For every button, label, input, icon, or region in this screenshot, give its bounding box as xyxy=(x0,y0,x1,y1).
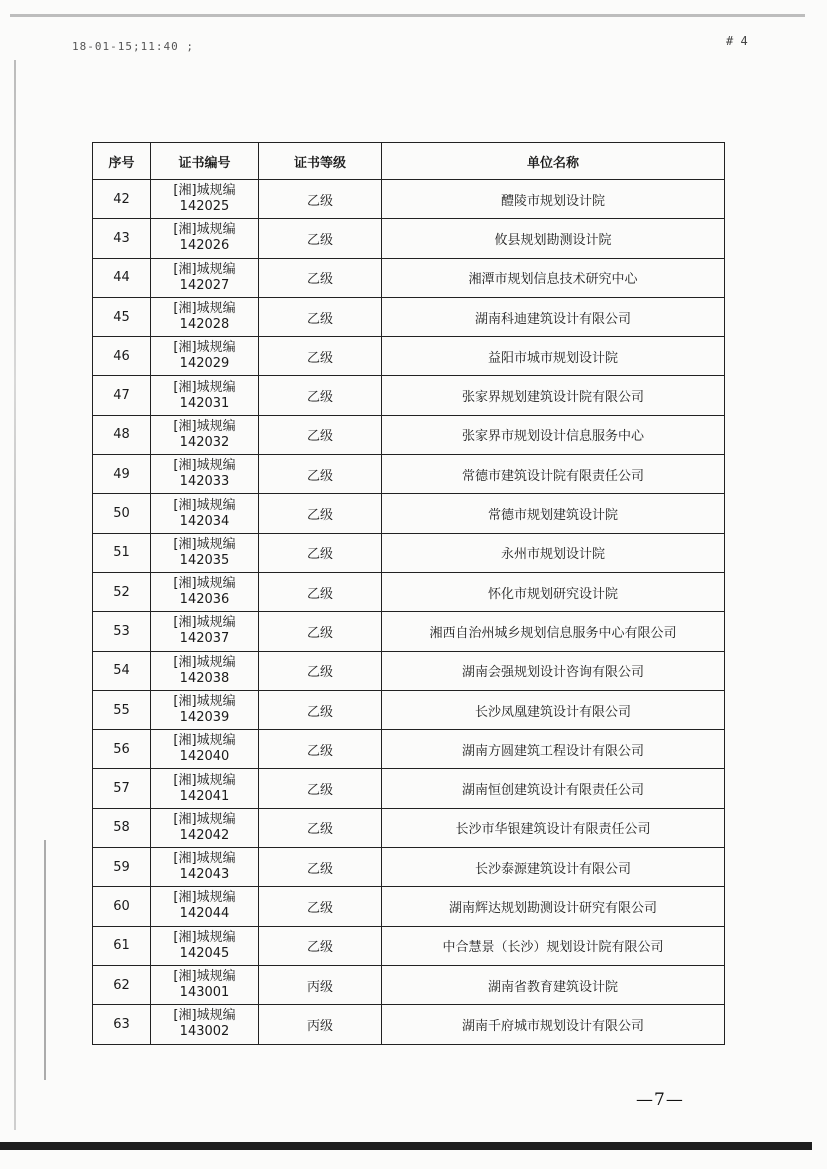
cell-seq: 42 xyxy=(93,180,151,219)
cell-unit-name: 湖南辉达规划勘测设计研究有限公司 xyxy=(382,887,725,926)
cert-prefix: [湘]城规编 xyxy=(173,536,236,552)
cert-number: 142037 xyxy=(179,631,230,647)
cell-grade: 乙级 xyxy=(259,612,382,651)
cell-cert-no xyxy=(151,219,259,258)
table-row xyxy=(93,494,725,533)
cert-prefix: [湘]城规编 xyxy=(173,261,236,277)
cell-cert-no xyxy=(151,258,259,297)
table-row xyxy=(93,730,725,769)
cell-cert-no xyxy=(151,297,259,336)
cell-cert-no xyxy=(151,651,259,690)
cell-cert-no xyxy=(151,572,259,611)
cert-prefix: [湘]城规编 xyxy=(173,969,236,985)
cell-seq: 56 xyxy=(93,730,151,769)
cell-unit-name: 湖南千府城市规划设计有限公司 xyxy=(382,1005,725,1044)
fax-header: 18-01-15;11:40 ; xyxy=(72,40,194,53)
cert-number: 142027 xyxy=(179,277,230,293)
cell-grade: 乙级 xyxy=(259,180,382,219)
cell-unit-name: 永州市规划设计院 xyxy=(382,533,725,572)
cell-unit-name: 湖南方圆建筑工程设计有限公司 xyxy=(382,730,725,769)
table-row xyxy=(93,887,725,926)
cell-cert-no xyxy=(151,887,259,926)
cell-grade: 乙级 xyxy=(259,415,382,454)
cell-grade: 乙级 xyxy=(259,219,382,258)
cell-cert-no xyxy=(151,1005,259,1044)
cert-number: 143001 xyxy=(179,985,230,1001)
cert-number: 142034 xyxy=(179,513,230,529)
cell-seq: 50 xyxy=(93,494,151,533)
cell-grade: 乙级 xyxy=(259,337,382,376)
cert-prefix: [湘]城规编 xyxy=(173,929,236,945)
cell-seq: 46 xyxy=(93,337,151,376)
cell-grade: 乙级 xyxy=(259,572,382,611)
cell-seq: 52 xyxy=(93,572,151,611)
cell-seq: 47 xyxy=(93,376,151,415)
cert-prefix: [湘]城规编 xyxy=(173,733,236,749)
cell-cert-no xyxy=(151,926,259,965)
cell-seq: 44 xyxy=(93,258,151,297)
table-row xyxy=(93,258,725,297)
cell-grade: 乙级 xyxy=(259,848,382,887)
cert-number: 142043 xyxy=(179,867,230,883)
cell-grade: 丙级 xyxy=(259,1005,382,1044)
scan-artifact-line xyxy=(14,60,16,1130)
cell-seq: 49 xyxy=(93,455,151,494)
cert-number: 142029 xyxy=(179,356,230,372)
cell-grade: 乙级 xyxy=(259,297,382,336)
cert-number: 142025 xyxy=(179,199,230,215)
cert-number: 142042 xyxy=(179,827,230,843)
certificate-table xyxy=(92,142,725,1045)
cell-cert-no xyxy=(151,965,259,1004)
cell-seq: 43 xyxy=(93,219,151,258)
table-row xyxy=(93,180,725,219)
cert-number: 142038 xyxy=(179,670,230,686)
cell-seq: 61 xyxy=(93,926,151,965)
cell-cert-no xyxy=(151,848,259,887)
cert-number: 142026 xyxy=(179,238,230,254)
page-marker: # 4 xyxy=(726,34,748,48)
cell-unit-name: 湖南省教育建筑设计院 xyxy=(382,965,725,1004)
cert-prefix: [湘]城规编 xyxy=(173,1008,236,1024)
header-grade: 证书等级 xyxy=(259,143,382,180)
cell-unit-name: 湖南恒创建筑设计有限责任公司 xyxy=(382,769,725,808)
cell-unit-name: 醴陵市规划设计院 xyxy=(382,180,725,219)
cell-grade: 丙级 xyxy=(259,965,382,1004)
table-header-row xyxy=(93,143,725,180)
cert-number: 143002 xyxy=(179,1024,230,1040)
cert-number: 142045 xyxy=(179,945,230,961)
cert-number: 142036 xyxy=(179,592,230,608)
cell-grade: 乙级 xyxy=(259,533,382,572)
cell-seq: 51 xyxy=(93,533,151,572)
cell-grade: 乙级 xyxy=(259,808,382,847)
cert-number: 142044 xyxy=(179,906,230,922)
cell-grade: 乙级 xyxy=(259,651,382,690)
cell-cert-no xyxy=(151,455,259,494)
cert-prefix: [湘]城规编 xyxy=(173,694,236,709)
cell-seq: 59 xyxy=(93,848,151,887)
cell-grade: 乙级 xyxy=(259,258,382,297)
table-row xyxy=(93,533,725,572)
cell-seq: 62 xyxy=(93,965,151,1004)
cert-prefix: [湘]城规编 xyxy=(173,497,236,513)
cert-prefix: [湘]城规编 xyxy=(173,301,236,317)
table-row xyxy=(93,965,725,1004)
table-row xyxy=(93,219,725,258)
scan-artifact-line-lower xyxy=(44,840,46,1080)
cell-seq: 57 xyxy=(93,769,151,808)
cell-unit-name: 益阳市城市规划设计院 xyxy=(382,337,725,376)
cert-prefix: [湘]城规编 xyxy=(173,379,236,395)
cell-grade: 乙级 xyxy=(259,494,382,533)
cell-cert-no xyxy=(151,730,259,769)
cert-number: 142041 xyxy=(179,788,230,804)
cert-number: 142033 xyxy=(179,474,230,490)
cert-prefix: [湘]城规编 xyxy=(173,890,236,906)
cell-unit-name: 怀化市规划研究设计院 xyxy=(382,572,725,611)
table-row xyxy=(93,690,725,729)
cell-seq: 53 xyxy=(93,612,151,651)
cert-prefix: [湘]城规编 xyxy=(173,772,236,788)
cell-grade: 乙级 xyxy=(259,455,382,494)
cell-seq: 58 xyxy=(93,808,151,847)
cell-unit-name: 张家界市规划设计信息服务中心 xyxy=(382,415,725,454)
scan-top-edge xyxy=(10,14,805,17)
cell-unit-name: 张家界规划建筑设计院有限公司 xyxy=(382,376,725,415)
table-row xyxy=(93,769,725,808)
cell-unit-name: 湘西自治州城乡规划信息服务中心有限公司 xyxy=(382,612,725,651)
header-unit-name: 单位名称 xyxy=(382,143,725,180)
cell-unit-name: 长沙凤凰建筑设计有限公司 xyxy=(382,690,725,729)
cert-number: 142040 xyxy=(179,749,230,765)
cell-cert-no xyxy=(151,808,259,847)
cell-cert-no xyxy=(151,376,259,415)
cert-prefix: [湘]城规编 xyxy=(173,615,236,631)
cell-seq: 55 xyxy=(93,690,151,729)
cell-grade: 乙级 xyxy=(259,376,382,415)
table-row xyxy=(93,651,725,690)
cell-unit-name: 湖南科迪建筑设计有限公司 xyxy=(382,297,725,336)
cell-unit-name: 常德市规划建筑设计院 xyxy=(382,494,725,533)
table-row xyxy=(93,848,725,887)
cell-grade: 乙级 xyxy=(259,887,382,926)
table-row xyxy=(93,572,725,611)
cert-number: 142028 xyxy=(179,317,230,333)
table-row xyxy=(93,376,725,415)
cert-number: 142032 xyxy=(179,434,230,450)
table-row xyxy=(93,297,725,336)
cert-prefix: [湘]城规编 xyxy=(173,183,236,199)
table-row xyxy=(93,415,725,454)
header-cert-no: 证书编号 xyxy=(151,143,259,180)
cell-unit-name: 攸县规划勘测设计院 xyxy=(382,219,725,258)
cell-seq: 45 xyxy=(93,297,151,336)
cert-prefix: [湘]城规编 xyxy=(173,458,236,474)
cell-cert-no xyxy=(151,337,259,376)
cert-prefix: [湘]城规编 xyxy=(173,576,236,592)
cell-unit-name: 中合慧景（长沙）规划设计院有限公司 xyxy=(382,926,725,965)
cell-grade: 乙级 xyxy=(259,926,382,965)
table-row xyxy=(93,926,725,965)
cert-number: 142031 xyxy=(179,395,230,411)
table-body xyxy=(93,180,725,1045)
table-row xyxy=(93,612,725,651)
cell-cert-no xyxy=(151,494,259,533)
cell-cert-no xyxy=(151,415,259,454)
cell-seq: 60 xyxy=(93,887,151,926)
cert-number: 142035 xyxy=(179,552,230,568)
page-number: —7— xyxy=(636,1090,684,1110)
cert-number: 142039 xyxy=(179,710,230,725)
table-row xyxy=(93,808,725,847)
cell-unit-name: 湘潭市规划信息技术研究中心 xyxy=(382,258,725,297)
cell-unit-name: 长沙市华银建筑设计有限责任公司 xyxy=(382,808,725,847)
header-seq: 序号 xyxy=(93,143,151,180)
table-row xyxy=(93,455,725,494)
cell-cert-no xyxy=(151,690,259,729)
cell-grade: 乙级 xyxy=(259,769,382,808)
cell-cert-no xyxy=(151,180,259,219)
cell-cert-no xyxy=(151,533,259,572)
cert-prefix: [湘]城规编 xyxy=(173,654,236,670)
cert-prefix: [湘]城规编 xyxy=(173,418,236,434)
cell-unit-name: 湖南会强规划设计咨询有限公司 xyxy=(382,651,725,690)
cell-seq: 54 xyxy=(93,651,151,690)
scan-bottom-edge xyxy=(0,1142,812,1150)
table-row xyxy=(93,337,725,376)
cert-prefix: [湘]城规编 xyxy=(173,222,236,238)
cell-grade: 乙级 xyxy=(259,690,382,729)
table-row xyxy=(93,1005,725,1044)
cell-unit-name: 常德市建筑设计院有限责任公司 xyxy=(382,455,725,494)
cert-prefix: [湘]城规编 xyxy=(173,340,236,356)
cell-cert-no xyxy=(151,612,259,651)
cell-seq: 63 xyxy=(93,1005,151,1044)
cert-prefix: [湘]城规编 xyxy=(173,851,236,867)
cell-seq: 48 xyxy=(93,415,151,454)
cell-cert-no xyxy=(151,769,259,808)
cert-prefix: [湘]城规编 xyxy=(173,811,236,827)
cell-unit-name: 长沙泰源建筑设计有限公司 xyxy=(382,848,725,887)
cell-grade: 乙级 xyxy=(259,730,382,769)
